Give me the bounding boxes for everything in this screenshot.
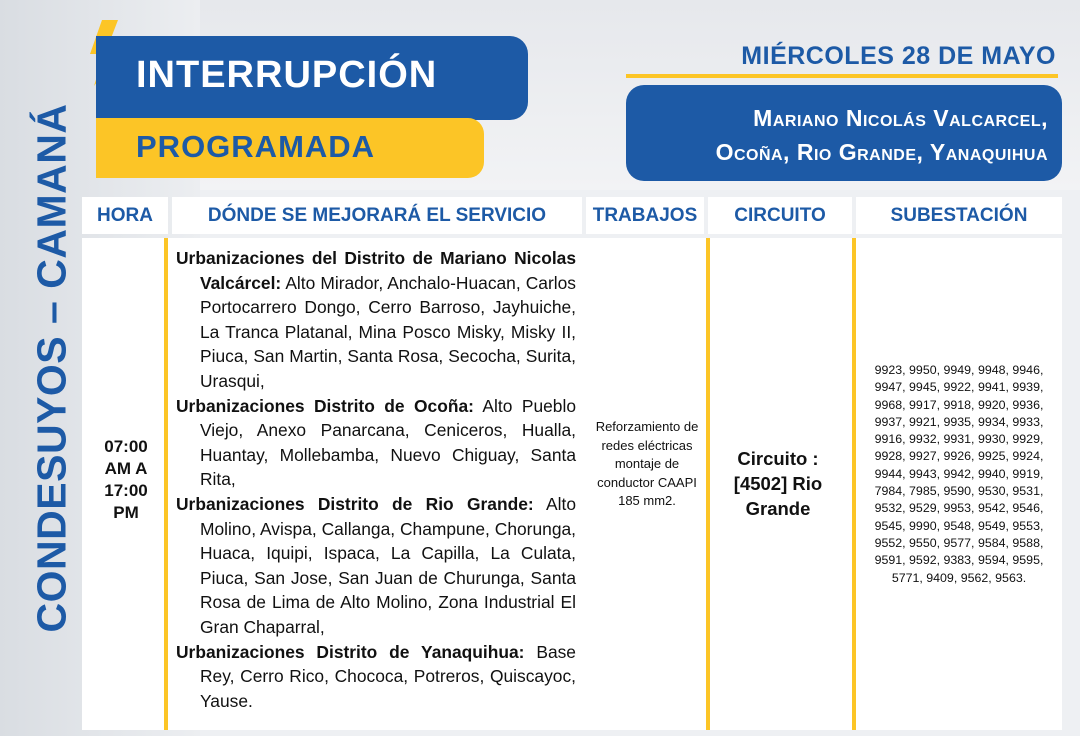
header-hora: HORA <box>82 197 168 234</box>
cell-subestacion: 9923, 9950, 9949, 9948, 9946, 9947, 9945, 9922, 9941, 9939, 9968, 9917, 9918, 9920, 9936, 9937, 9921, 9935, 9934, 9933, 9916, 9932, 9931, 9930, 9929, 9928, 9927, 9926, 9925, 9924, 9944, 9943, 9942, 9940, 9919, 7984, 7985, 9590, 9530, 9531, 9532, 9529, 9953, 9542, 9546, 9545, 9990, 9548, 9549, 9553, 9552, 9550, 9577, 9584, 9588, 9591, 9592, 9383, 9594, 9595, 5771, 9409, 9562, 9563. <box>874 363 1044 585</box>
district-entry <box>176 246 576 394</box>
banner-title-line1: INTERRUPCIÓN <box>136 54 438 96</box>
column-divider <box>706 238 710 730</box>
hora-line: 07:00 <box>104 437 148 456</box>
district-label: Urbanizaciones Distrito de Rio Grande: <box>176 493 534 514</box>
district-entry <box>176 492 576 640</box>
cell-hora <box>96 436 156 524</box>
district-places: Base Rey, Cerro Rico, Chococa, Potreros, Quiscayoc, Yause. <box>200 641 576 711</box>
district-places: Alto Pueblo Viejo, Anexo Panarcana, Ceniceros, Hualla, Huantay, Mollebamba, Nuevo Chiguay, Santa Rita, <box>200 395 576 490</box>
cell-donde <box>176 246 576 713</box>
programmed-banner <box>96 118 484 178</box>
column-divider <box>852 238 856 730</box>
interruption-banner <box>96 36 528 120</box>
hora-line: 17:00 <box>104 481 148 500</box>
cell-circuito: Circuito : [4502] Rio Grande <box>733 448 823 519</box>
cell-trabajos: Reforzamiento de redes eléctricas montaje de conductor CAAPI 185 mm2. <box>595 419 699 508</box>
location-line2: Ocoña, Rio Grande, Yanaquihua <box>715 139 1048 165</box>
district-places: Alto Mirador, Anchalo-Huacan, Carlos Portocarrero Dongo, Cerro Barroso, Jayhuiche, La Tranca Platanal, Mina Posco Misky, Misky II, Piuca, San Martin, Santa Rosa, Secocha, Surita, Urasqui, <box>200 272 576 391</box>
header-subestacion: SUBESTACIÓN <box>856 197 1062 234</box>
district-entry <box>176 640 576 714</box>
district-label: Urbanizaciones Distrito de Ocoña: <box>176 395 474 416</box>
location-box <box>626 85 1062 181</box>
district-label: Urbanizaciones del Distrito de Mariano Nicolas Valcárcel: <box>176 248 576 293</box>
event-date: MIÉRCOLES 28 DE MAYO <box>741 42 1056 70</box>
date-underline <box>626 74 1058 78</box>
header-trabajos: TRABAJOS <box>586 197 704 234</box>
header-donde: DÓNDE SE MEJORARÁ EL SERVICIO <box>172 197 582 234</box>
hora-line: PM <box>113 503 139 522</box>
column-divider <box>164 238 168 730</box>
district-label: Urbanizaciones Distrito de Yanaquihua: <box>176 641 525 662</box>
banner-title-line2: PROGRAMADA <box>136 129 376 164</box>
header-circuito: CIRCUITO <box>708 197 852 234</box>
location-line1: Mariano Nicolás Valcarcel, <box>753 105 1048 131</box>
district-places: Alto Molino, Avispa, Callanga, Champune, Chorunga, Huaca, Iquipi, Ispaca, La Capilla, La Culata, Piuca, San Jose, San Juan de Churunga, Santa Rosa de Lima de Alto Molino, Zona Industrial El Gran Chaparral, <box>200 493 576 637</box>
hora-line: AM A <box>104 459 148 478</box>
side-region-title: CONDESUYOS – CAMANÁ <box>28 103 75 633</box>
district-entry <box>176 394 576 492</box>
